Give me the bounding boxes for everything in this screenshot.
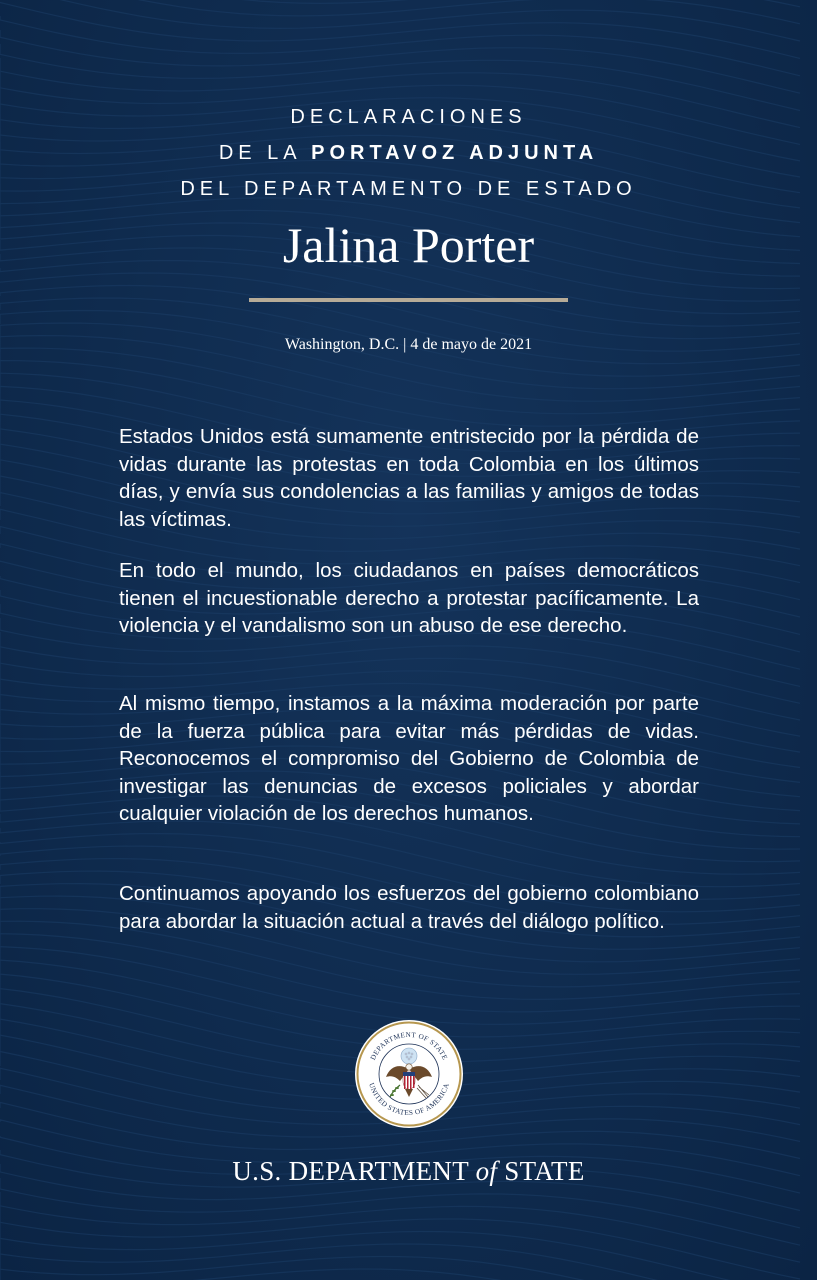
- statement-paragraph-1: Estados Unidos está sumamente entristecido por la pérdida de vidas durante las protestas en toda Colombia en los últimos días, y envía sus condolencias a las familias y amigos de todas las víctimas.: [119, 425, 699, 531]
- wordmark-part-1: U.S. DEPARTMENT: [232, 1156, 469, 1186]
- background-wave-line: [0, 348, 800, 426]
- background-wave-line: [0, 0, 800, 7]
- background-wave-line: [0, 1276, 800, 1280]
- seal-top-text: DEPARTMENT OF STATE: [369, 1030, 449, 1062]
- statement-paragraph-4: Continuamos apoyando los esfuerzos del gobierno colombiano para abordar la situación actual a través del diálogo político.: [119, 882, 699, 933]
- department-of-state-wordmark: [0, 1151, 817, 1191]
- dateline: Washington, D.C. | 4 de mayo de 2021: [284, 336, 533, 353]
- heading-line-declaraciones: DECLARACIONES: [290, 106, 527, 128]
- statement-paragraph-2: En todo el mundo, los ciudadanos en países democráticos tienen el incuestionable derecho a protestar pacíficamente. La violencia y el vandalismo son un abuso de ese derecho.: [119, 559, 699, 637]
- background-wave-line: [0, 16, 800, 76]
- background-wave-line: [0, 30, 800, 93]
- spokesperson-name: Jalina Porter: [282, 217, 535, 273]
- seal-bottom-text: UNITED STATES OF AMERICA: [367, 1081, 451, 1118]
- heading-prefix: DE LA: [218, 142, 301, 164]
- background-wave-line: [0, 1262, 800, 1280]
- background-wave-line: [0, 1248, 800, 1280]
- statement-paragraph-3: Al mismo tiempo, instamos a la máxima moderación por parte de la fuerza pública para evitar más pérdidas de vidas. Reconocemos el compromiso del Gobierno de Colombia de investigar las denuncias de excesos policiales y abordar cualquier violación de los derechos humanos.: [119, 692, 699, 825]
- heading-line-portavoz: [0, 135, 817, 171]
- background-wave-line: [0, 0, 800, 41]
- heading-emphasis: PORTAVOZ ADJUNTA: [311, 142, 599, 164]
- department-of-state-seal-icon: [354, 1019, 464, 1129]
- wordmark-part-3: STATE: [504, 1156, 585, 1186]
- background-wave-line: [0, 934, 800, 1012]
- background-wave-line: [0, 1220, 800, 1280]
- wordmark-of: of: [475, 1156, 498, 1186]
- heading-line-departamento: DEL DEPARTAMENTO DE ESTADO: [180, 178, 637, 200]
- divider-rule: [249, 298, 568, 302]
